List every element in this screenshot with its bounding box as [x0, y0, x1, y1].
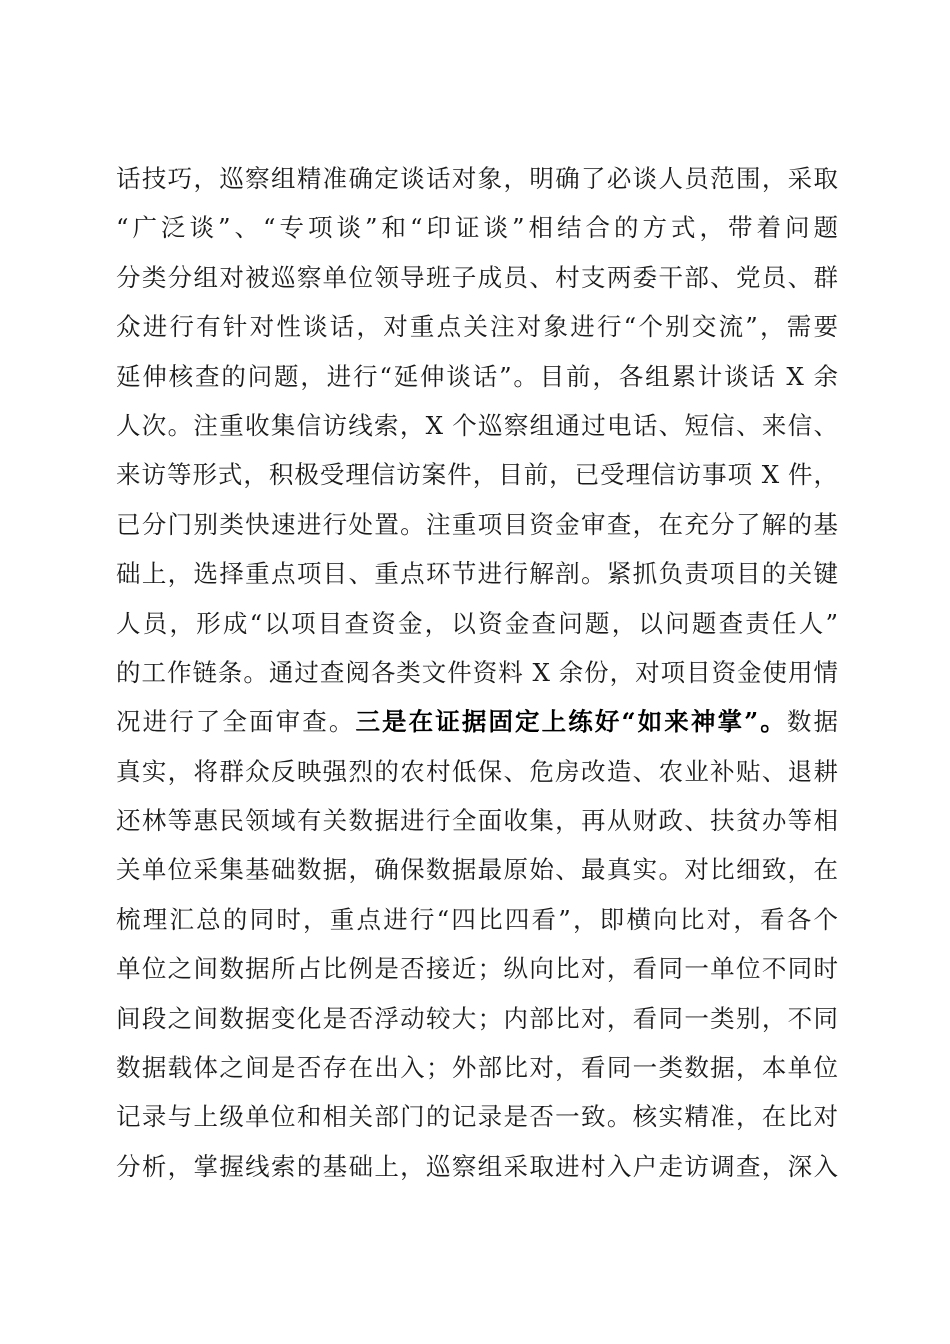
- text-line-8: 已分门别类快速进行处置。注重项目资金审查，在充分了解的基: [116, 509, 838, 539]
- text-line-16: 梳理汇总的同时，重点进行“四比四看”，即横向比对，看各个: [116, 904, 838, 934]
- text-line-5: 延伸核查的问题，进行“延伸谈话”。目前，各组累计谈话 X 余: [116, 361, 838, 391]
- section-heading-three: 三是在证据固定上练好“如来神掌”。: [355, 707, 787, 737]
- text-line-12-end: 数据: [786, 707, 838, 737]
- text-line-20: 记录与上级单位和相关部门的记录是否一致。核实精准，在比对: [116, 1102, 838, 1132]
- text-line-21: 分析，掌握线索的基础上，巡察组采取进村入户走访调查，深入: [116, 1151, 838, 1181]
- text-line-6: 人次。注重收集信访线索，X 个巡察组通过电话、短信、来信、: [116, 410, 838, 440]
- text-line-10: 人员，形成“以项目查资金，以资金查问题，以问题查责任人”: [116, 608, 838, 638]
- text-line-4: 众进行有针对性谈话，对重点关注对象进行“个别交流”，需要: [116, 312, 838, 342]
- text-line-1: 话技巧，巡察组精准确定谈话对象，明确了必谈人员范围，采取: [116, 164, 838, 193]
- text-line-9: 础上，选择重点项目、重点环节进行解剖。紧抓负责项目的关键: [116, 559, 838, 589]
- text-line-19: 数据载体之间是否存在出入；外部比对，看同一类数据，本单位: [116, 1053, 838, 1083]
- text-line-13: 真实，将群众反映强烈的农村低保、危房改造、农业补贴、退耕: [116, 756, 838, 786]
- text-line-11: 的工作链条。通过查阅各类文件资料 X 余份，对项目资金使用情: [116, 657, 838, 687]
- text-line-14: 还林等惠民领域有关数据进行全面收集，再从财政、扶贫办等相: [116, 806, 838, 836]
- text-line-15: 关单位采集基础数据，确保数据最原始、最真实。对比细致，在: [116, 855, 838, 885]
- text-line-2: “广泛谈”、“专项谈”和“印证谈”相结合的方式，带着问题: [116, 213, 838, 243]
- text-line-17: 单位之间数据所占比例是否接近；纵向比对，看同一单位不同时: [116, 954, 838, 984]
- body-paragraph: [116, 154, 838, 1191]
- text-line-18: 间段之间数据变化是否浮动较大；内部比对，看同一类别，不同: [116, 1003, 838, 1033]
- text-line-3: 分类分组对被巡察单位领导班子成员、村支两委干部、党员、群: [116, 262, 838, 292]
- text-line-12-start: 况进行了全面审查。: [116, 707, 356, 737]
- text-line-12: [116, 697, 838, 746]
- text-line-7: 来访等形式，积极受理信访案件，目前，已受理信访事项 X 件，: [116, 460, 838, 490]
